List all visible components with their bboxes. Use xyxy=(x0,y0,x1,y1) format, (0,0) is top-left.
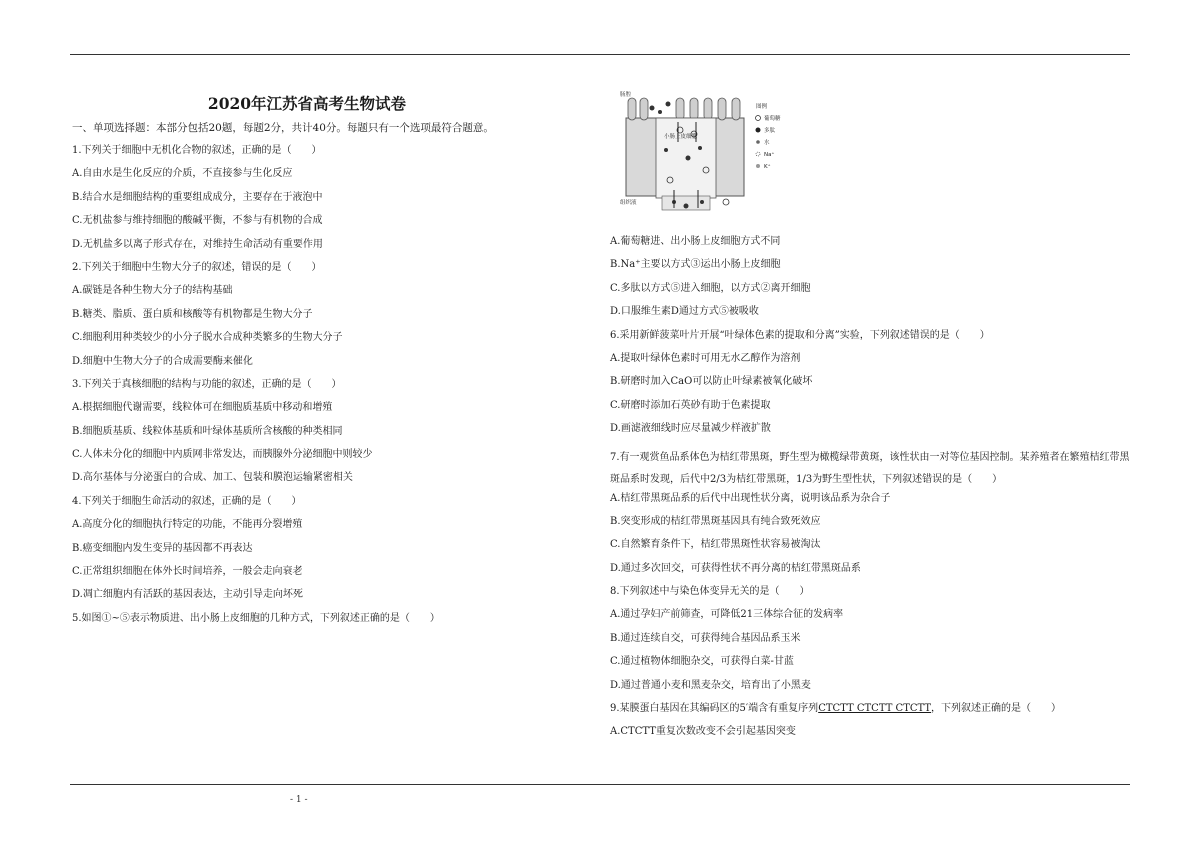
question-line: A.自由水是生化反应的介质，不直接参与生化反应 xyxy=(72,168,293,180)
question-line: B.细胞质基质、线粒体基质和叶绿体基质所含核酸的种类相同 xyxy=(72,425,343,437)
intestine-cell-transport-figure xyxy=(616,90,816,220)
label-intestine-lumen: 肠腔 xyxy=(620,92,632,98)
question-line: B.突变形成的桔红带黑斑基因具有纯合致死效应 xyxy=(610,515,821,527)
question-line: D.画滤液细线时应尽量减少样液扩散 xyxy=(610,423,771,435)
right-column xyxy=(610,90,1130,750)
repeat-sequence: CTCTT CTCTT CTCTT xyxy=(818,703,932,715)
question-line: B.结合水是细胞结构的重要组成成分，主要存在于液泡中 xyxy=(72,191,323,203)
question-line: 3.下列关于真核细胞的结构与功能的叙述，正确的是（ ） xyxy=(72,378,342,390)
question-line: A.根据细胞代谢需要，线粒体可在细胞质基质中移动和增殖 xyxy=(72,402,333,414)
question-line: D.细胞中生物大分子的合成需要酶来催化 xyxy=(72,355,253,367)
question-line: A.通过孕妇产前筛查，可降低21三体综合征的发病率 xyxy=(610,609,844,621)
legend-k: K⁺ xyxy=(764,164,771,170)
label-epithelial-cell: 小肠上皮细胞 xyxy=(664,134,698,140)
question-line: C.多肽以方式⑤进入细胞，以方式②离开细胞 xyxy=(610,282,811,294)
question-line: B.Na⁺主要以方式③运出小肠上皮细胞 xyxy=(610,259,781,271)
question-line: A.碳链是各种生物大分子的结构基础 xyxy=(72,285,233,297)
question-line: C.通过植物体细胞杂交，可获得白菜-甘蓝 xyxy=(610,656,794,668)
question-line: D.通过多次回交，可获得性状不再分离的桔红带黑斑品系 xyxy=(610,562,861,574)
question-9-option-a: A.CTCTT重复次数改变不会引起基因突变 xyxy=(610,726,796,738)
question-line: 2.下列关于细胞中生物大分子的叙述，错误的是（ ） xyxy=(72,261,322,273)
question-line: C.自然繁育条件下，桔红带黑斑性状容易被淘汰 xyxy=(610,539,821,551)
question-line: C.细胞利用种类较少的小分子脱水合成种类繁多的生物大分子 xyxy=(72,332,343,344)
left-question-list xyxy=(72,145,542,636)
legend-na: Na⁺ xyxy=(764,152,775,158)
question-line: A.桔红带黑斑品系的后代中出现性状分离，说明该品系为杂合子 xyxy=(610,492,891,504)
question-line: 6.采用新鲜菠菜叶片开展“叶绿体色素的提取和分离”实验，下列叙述错误的是（ ） xyxy=(610,329,990,341)
question-line: B.研磨时加入CaO可以防止叶绿素被氧化破坏 xyxy=(610,376,813,388)
question-line: B.糖类、脂质、蛋白质和核酸等有机物都是生物大分子 xyxy=(72,308,313,320)
question-line: D.凋亡细胞内有活跃的基因表达，主动引导走向坏死 xyxy=(72,589,303,601)
question-line: 1.下列关于细胞中无机化合物的叙述，正确的是（ ） xyxy=(72,145,322,156)
question-line: C.人体未分化的细胞中内质网非常发达，而胰腺外分泌细胞中则较少 xyxy=(72,449,373,461)
question-line: A.葡萄糖进、出小肠上皮细胞方式不同 xyxy=(610,236,781,247)
question-line: A.提取叶绿体色素时可用无水乙醇作为溶剂 xyxy=(610,352,801,364)
question-line: B.通过连续自交，可获得纯合基因品系玉米 xyxy=(610,632,801,644)
question-line: D.口服维生素D通过方式⑤被吸收 xyxy=(610,306,759,318)
question-9-stem: 9.某膜蛋白基因在其编码区的5′端含有重复序列CTCTT CTCTT CTCTT，下列叙述正确的是（ ） xyxy=(610,703,1062,715)
question-line: 8.下列叙述中与染色体变异无关的是（ ） xyxy=(610,586,810,598)
left-column xyxy=(72,92,542,636)
legend-glucose: 葡萄糖 xyxy=(764,116,781,122)
section-instructions: 一、单项选择题：本部分包括20题，每题2分，共计40分。每题只有一个选项最符合题意。 xyxy=(72,122,494,134)
question-line: C.正常组织细胞在体外长时间培养，一般会走向衰老 xyxy=(72,566,303,578)
legend-water: 水 xyxy=(764,140,770,146)
top-rule xyxy=(70,54,1130,55)
label-tissue-fluid: 组织液 xyxy=(620,200,637,206)
legend-peptide: 多肽 xyxy=(764,128,776,134)
right-question-list-b xyxy=(610,493,1130,704)
question-line: A.高度分化的细胞执行特定的功能，不能再分裂增殖 xyxy=(72,519,303,531)
bottom-rule xyxy=(70,784,1130,785)
question-line: B.癌变细胞内发生变异的基因都不再表达 xyxy=(72,542,253,554)
page-title: 2020年江苏省高考生物试卷 xyxy=(207,94,407,113)
question-line: D.无机盐多以离子形式存在，对维持生命活动有重要作用 xyxy=(72,238,323,250)
question-line: D.高尔基体与分泌蛋白的合成、加工、包装和膜泡运输紧密相关 xyxy=(72,472,353,484)
question-7-stem: 7.有一观赏鱼品系体色为桔红带黑斑，野生型为橄榄绿带黄斑，该性状由一对等位基因控制。某养殖者在繁殖桔红带黑斑品系时发现，后代中2/3为桔红带黑斑，1/3为野生型性状，下列叙述错误的是（ ） xyxy=(610,451,1130,485)
question-line: C.无机盐参与维持细胞的酸碱平衡，不参与有机物的合成 xyxy=(72,215,323,227)
question-line: D.通过普通小麦和黑麦杂交，培育出了小黑麦 xyxy=(610,679,811,691)
question-line: 4.下列关于细胞生命活动的叙述，正确的是（ ） xyxy=(72,495,302,507)
legend-title: 图例 xyxy=(756,104,768,110)
question-line: 5.如图①~⑤表示物质进、出小肠上皮细胞的几种方式，下列叙述正确的是（ ） xyxy=(72,612,440,624)
question-line: C.研磨时添加石英砂有助于色素提取 xyxy=(610,399,771,411)
page-number: - 1 - xyxy=(290,795,308,805)
right-question-list-a xyxy=(610,236,1130,447)
